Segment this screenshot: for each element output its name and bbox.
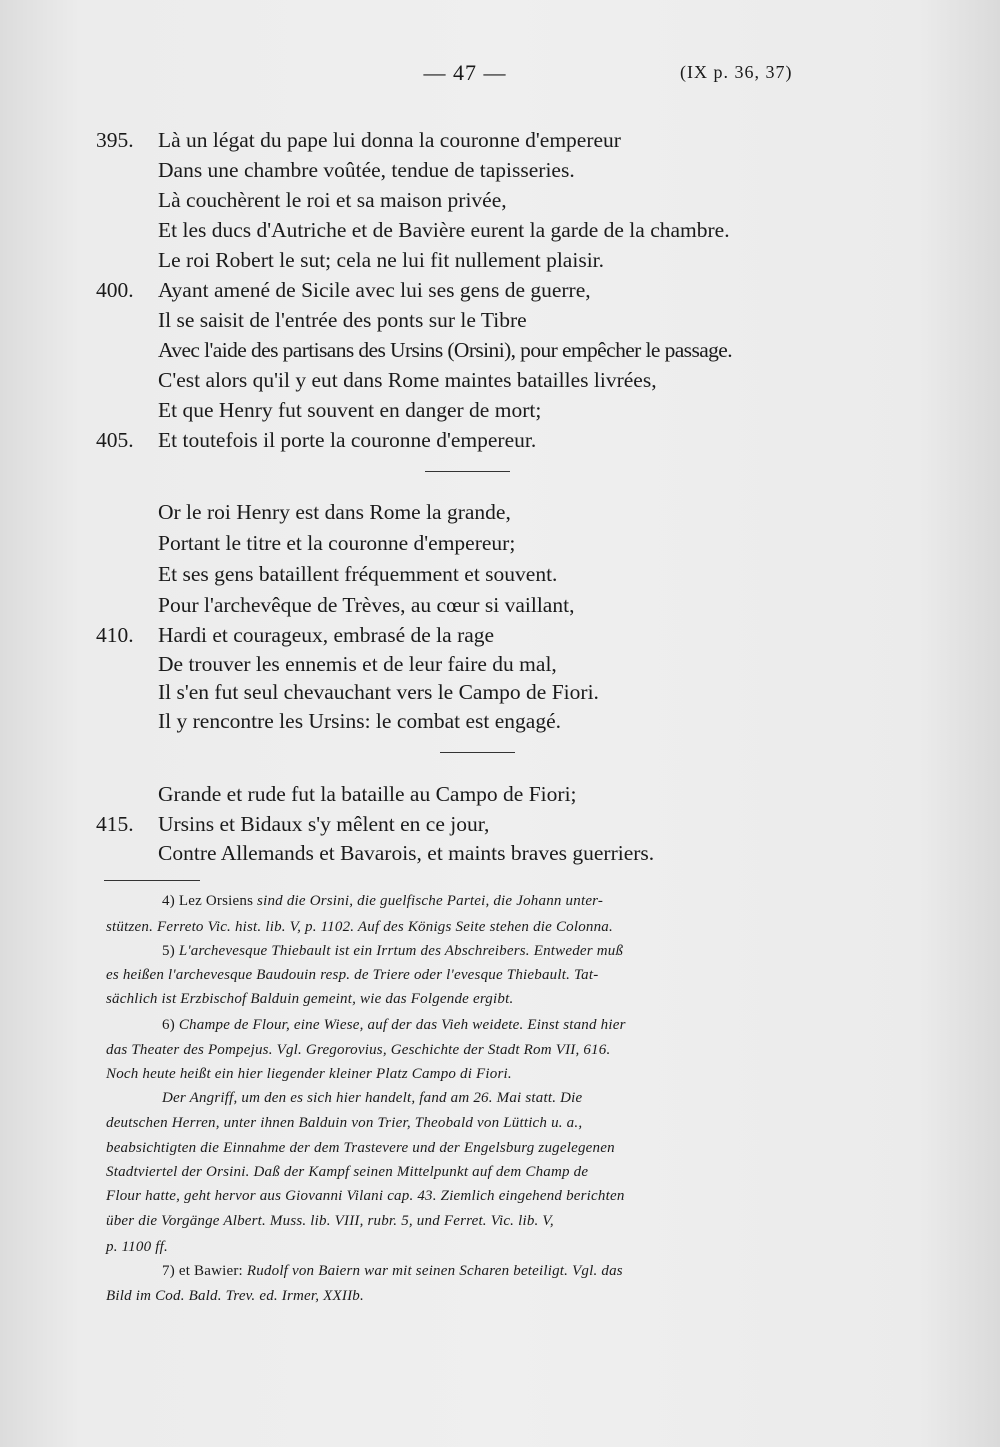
verse-line — [0, 334, 1000, 366]
footnote-text: sind die Orsini, die guelfische Partei, die Johann unter- — [253, 893, 604, 909]
verse-line — [0, 619, 1000, 651]
verse-line — [0, 364, 1000, 396]
footnote-text: Bild im Cod. Bald. Trev. ed. Irmer, XXIIb. — [106, 1288, 364, 1304]
verse-line — [0, 244, 1000, 276]
verse-line — [0, 778, 1000, 810]
footnote-text: es heißen l'archevesque Baudouin resp. de Triere oder l'evesque Thiebault. Tat- — [106, 967, 599, 983]
footnote-text: Rudolf von Baiern war mit seinen Scharen beteiligt. Vgl. das — [242, 1263, 623, 1279]
footnote-line — [0, 1110, 1000, 1136]
verse-number: 405. — [96, 428, 134, 452]
footnote-line — [0, 1085, 1000, 1111]
footnote-line — [0, 1135, 1000, 1161]
verse-text: Ayant amené de Sicile avec lui ses gens de guerre, — [158, 278, 591, 302]
footnote-line — [0, 1183, 1000, 1209]
footnote-line — [0, 962, 1000, 988]
footnote-text: Noch heute heißt ein hier liegender kleiner Platz Campo di Fiori. — [106, 1066, 512, 1082]
footnote-line — [0, 1037, 1000, 1063]
verse-text: Il y rencontre les Ursins: le combat est engagé. — [158, 709, 561, 733]
verse-text: Contre Allemands et Bavarois, et maints braves guerriers. — [158, 841, 655, 865]
verse-text: Pour l'archevêque de Trèves, au cœur si vaillant, — [158, 593, 575, 617]
verse-line — [0, 808, 1000, 840]
page-reference: (IX p. 36, 37) — [680, 62, 793, 82]
verse-line — [0, 304, 1000, 336]
verse-line — [0, 154, 1000, 186]
footnote-line — [0, 1208, 1000, 1234]
verse-text: Hardi et courageux, embrasé de la rage — [158, 623, 495, 647]
footnote-line — [0, 1159, 1000, 1185]
footnote-marker: 7) et Bawier: — [162, 1263, 243, 1279]
footnote-text: beabsichtigten die Einnahme der dem Trastevere und der Engelsburg zugelegenen — [106, 1140, 615, 1156]
footnote-text: Der Angriff, um den es sich hier handelt, fand am 26. Mai statt. Die — [162, 1090, 583, 1106]
page-number: — 47 — — [423, 60, 507, 85]
footnote-text: deutschen Herren, unter ihnen Balduin von Trier, Theobald von Lüttich u. a., — [106, 1115, 583, 1131]
verse-text: Grande et rude fut la bataille au Campo de Fiori; — [158, 782, 577, 806]
verse-text: C'est alors qu'il y eut dans Rome maintes batailles livrées, — [158, 368, 657, 392]
footnote-line — [0, 888, 1000, 914]
footnote-text: Champe de Flour, eine Wiese, auf der das Vieh weidete. Einst stand hier — [174, 1017, 626, 1033]
footnote-text: stützen. Ferreto Vic. hist. lib. V, p. 1102. Auf des Königs Seite stehen die Colonna. — [106, 919, 613, 935]
verse-line — [0, 424, 1000, 456]
verse-line — [0, 214, 1000, 246]
footnote-text: Flour hatte, geht hervor aus Giovanni Vilani cap. 43. Ziemlich eingehend berichten — [106, 1188, 625, 1204]
verse-line — [0, 527, 1000, 559]
footnote-rule — [104, 880, 200, 881]
section-divider — [425, 471, 510, 472]
footnote-line — [0, 938, 1000, 964]
verse-line — [0, 274, 1000, 306]
verse-line — [0, 184, 1000, 216]
verse-line — [0, 124, 1000, 156]
footnote-line — [0, 914, 1000, 940]
verse-text: Or le roi Henry est dans Rome la grande, — [158, 500, 511, 524]
verse-text: Portant le titre et la couronne d'empereur; — [158, 531, 516, 555]
section-divider — [440, 752, 515, 753]
verse-text: Et que Henry fut souvent en danger de mort; — [158, 398, 542, 422]
footnote-text: Stadtviertel der Orsini. Daß der Kampf seinen Mittelpunkt auf dem Champ de — [106, 1164, 589, 1180]
verse-text: Là couchèrent le roi et sa maison privée, — [158, 188, 507, 212]
verse-text: Dans une chambre voûtée, tendue de tapisseries. — [158, 158, 575, 182]
footnote-line — [0, 1283, 1000, 1309]
footnote-text: über die Vorgänge Albert. Muss. lib. VIII, rubr. 5, und Ferret. Vic. lib. V, — [106, 1213, 554, 1229]
verse-number: 410. — [96, 623, 134, 647]
footnote-text: sächlich ist Erzbischof Balduin gemeint, wie das Folgende ergibt. — [106, 991, 514, 1007]
footnote-line — [0, 1061, 1000, 1087]
verse-text: Là un légat du pape lui donna la couronne d'empereur — [158, 128, 621, 152]
verse-text: Il se saisit de l'entrée des ponts sur le Tibre — [158, 308, 527, 332]
verse-line — [0, 676, 1000, 708]
verse-text: Et ses gens bataillent fréquemment et souvent. — [158, 562, 558, 586]
verse-text: De trouver les ennemis et de leur faire du mal, — [158, 652, 557, 676]
verse-text: Et toutefois il porte la couronne d'empereur. — [158, 428, 537, 452]
verse-line — [0, 705, 1000, 737]
footnote-text: L'archevesque Thiebault ist ein Irrtum des Abschreibers. Entweder muß — [174, 943, 624, 959]
footnote-marker: 6) — [162, 1017, 175, 1033]
verse-line — [0, 837, 1000, 869]
footnote-line — [0, 986, 1000, 1012]
verse-line — [0, 558, 1000, 590]
verse-text: Il s'en fut seul chevauchant vers le Campo de Fiori. — [158, 680, 599, 704]
verse-line — [0, 589, 1000, 621]
footnote-text: p. 1100 ff. — [106, 1239, 168, 1255]
footnote-line — [0, 1234, 1000, 1260]
verse-line — [0, 394, 1000, 426]
verse-text: Le roi Robert le sut; cela ne lui fit nullement plaisir. — [158, 248, 605, 272]
verse-text: Ursins et Bidaux s'y mêlent en ce jour, — [158, 812, 490, 836]
footnote-marker: 4) Lez Orsiens — [162, 893, 254, 909]
footnote-line — [0, 1258, 1000, 1284]
verse-line — [0, 496, 1000, 528]
verse-number: 395. — [96, 128, 134, 152]
footnote-line — [0, 1012, 1000, 1038]
verse-number: 415. — [96, 812, 134, 836]
footnote-marker: 5) — [162, 943, 175, 959]
verse-text: Avec l'aide des partisans des Ursins (Orsini), pour empêcher le passage. — [158, 338, 733, 362]
footnote-text: das Theater des Pompejus. Vgl. Gregorovius, Geschichte der Stadt Rom VII, 616. — [106, 1042, 611, 1058]
verse-number: 400. — [96, 278, 134, 302]
verse-text: Et les ducs d'Autriche et de Bavière eurent la garde de la chambre. — [158, 218, 730, 242]
